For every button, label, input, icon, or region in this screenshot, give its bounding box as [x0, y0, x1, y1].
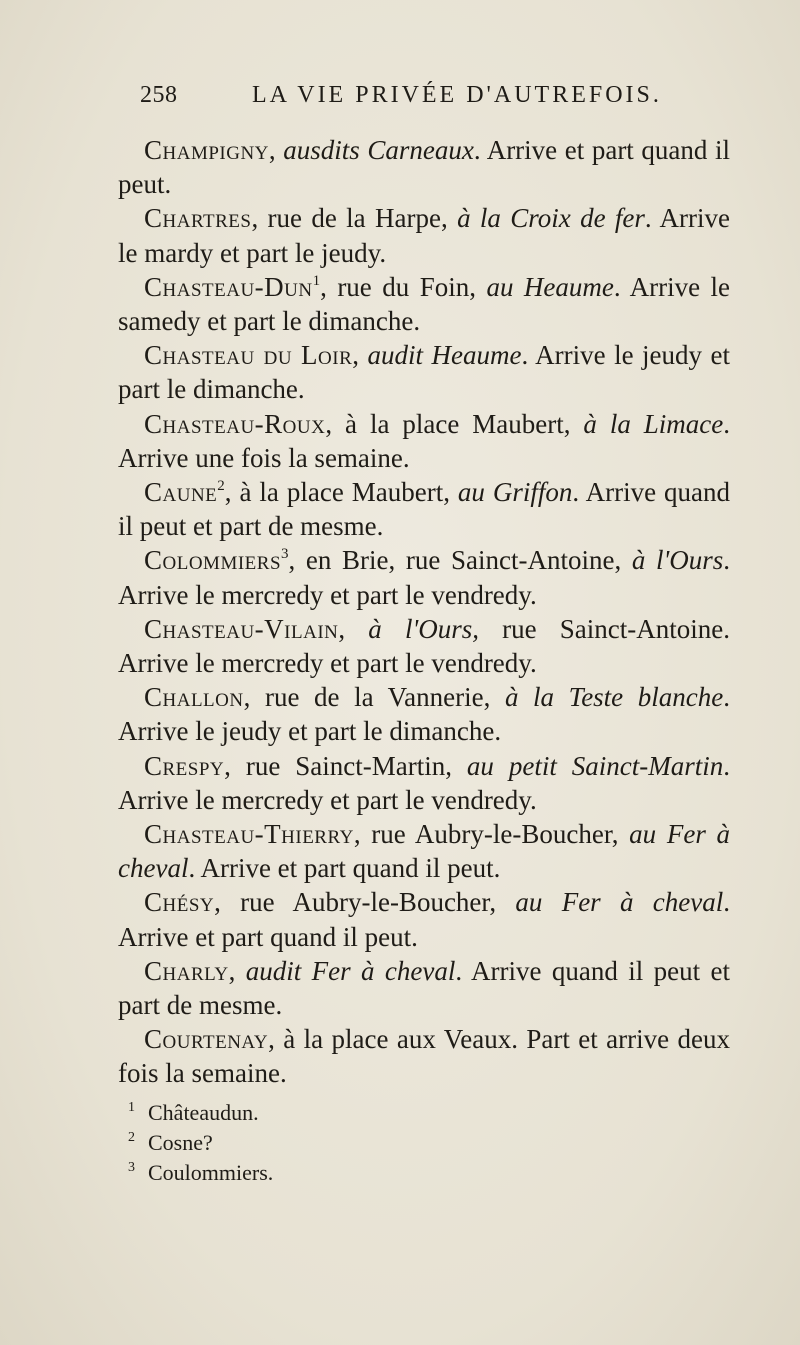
entry-text: , rue de la Harpe,: [251, 203, 458, 234]
entry-text: ,: [228, 955, 246, 986]
entry-text: , en Brie, rue Sainct-Antoine,: [288, 545, 632, 576]
entry-place: Caune: [144, 477, 218, 508]
entry-place: Chasteau du Loir: [144, 340, 353, 371]
entry-sign: à la Limace: [583, 408, 724, 439]
entry-sign: au Fer à cheval: [515, 887, 724, 918]
entry-paragraph: [118, 885, 730, 953]
entry-sign: audit Fer à cheval: [245, 955, 456, 986]
entry-sign: ausdits Carneaux: [283, 135, 474, 165]
entry-text: , rue de la Vannerie,: [243, 682, 505, 713]
footnote-reference: 3: [281, 546, 289, 563]
entry-paragraph: [118, 338, 730, 406]
entry-paragraph: [118, 1022, 730, 1090]
entry-text: rue Sainct-Antoine. Arrive le mercredy et part le vendredy.: [118, 613, 730, 679]
entry-paragraph: [118, 543, 730, 611]
footnote-reference: 1: [312, 272, 321, 289]
entry-text: . Arrive le jeudy et part le dimanche.: [118, 682, 730, 747]
entry-text: , rue du Foin,: [320, 271, 487, 302]
entry-text: ,: [338, 613, 369, 644]
entry-text: . Arrive le mercredy et part le vendredy.: [118, 545, 730, 610]
entry-place: Colommiers: [144, 545, 282, 576]
entry-text: , à la place aux Veaux. Part et arrive deux fois la semaine.: [118, 1024, 730, 1089]
page-header: [140, 78, 730, 114]
entry-sign: au Griffon: [457, 477, 573, 508]
entry-text: , rue Aubry-le-Boucher,: [214, 887, 516, 918]
entry-place: Chartres: [144, 203, 252, 234]
entry-place: Chasteau-Dun: [144, 271, 313, 302]
entry-text: . Arrive une fois la semaine.: [118, 408, 730, 473]
entry-sign: à la Teste blanche: [504, 682, 724, 713]
entry-text: . Arrive le samedy et part le dimanche.: [118, 271, 731, 337]
entry-paragraph: [118, 201, 730, 269]
entry-place: Chésy: [144, 887, 215, 918]
entry-sign: audit Heaume: [367, 340, 522, 371]
entry-paragraph: [118, 817, 730, 885]
footnote: 1 Châteaudun.: [128, 1100, 259, 1125]
entries-list: [118, 133, 730, 1091]
entry-text: . Arrive quand il peut et part de mesme.: [118, 477, 730, 542]
entry-sign: au Heaume: [486, 271, 614, 302]
entry-text: , rue Aubry-le-Boucher,: [353, 819, 630, 850]
entry-text: . Arrive le mardy et part le jeudy.: [118, 203, 730, 268]
entry-paragraph: [118, 133, 730, 201]
entry-text: . Arrive le jeudy et part le dimanche.: [118, 340, 730, 405]
entry-paragraph: [118, 680, 730, 748]
entry-sign: à la Croix de fer: [457, 203, 645, 234]
entry-place: Courtenay: [144, 1024, 269, 1055]
entry-sign: à l'Ours,: [368, 613, 479, 644]
entry-paragraph: [118, 749, 730, 817]
entry-place: Champigny: [144, 135, 269, 165]
entry-sign: à l'Ours: [631, 545, 724, 576]
footnote: 3 Coulommiers.: [128, 1160, 274, 1185]
entry-place: Chasteau-Roux: [144, 408, 326, 439]
entry-text: ,: [268, 135, 284, 165]
entry-paragraph: [118, 270, 730, 338]
entry-text: . Arrive et part quand il peut.: [188, 853, 501, 884]
entry-text: . Arrive et part quand il peut.: [118, 135, 730, 200]
footnote-text: Châteaudun.: [148, 1100, 259, 1125]
entry-paragraph: [118, 407, 730, 475]
entry-text: . Arrive quand il peut et part de mesme.: [118, 955, 730, 1021]
entry-text: . Arrive le mercredy et part le vendredy.: [118, 750, 730, 815]
entry-text: , à la place Maubert,: [224, 477, 458, 508]
entry-place: Chasteau-Vilain: [144, 613, 339, 644]
entry-text: ,: [352, 340, 368, 371]
entry-text: . Arrive et part quand il peut.: [118, 887, 730, 952]
footnote-text: Coulommiers.: [148, 1160, 274, 1185]
entry-text: , rue Sainct-Martin,: [224, 750, 467, 781]
entry-paragraph: [118, 954, 730, 1022]
entry-sign: au Fer à cheval: [118, 819, 730, 884]
page-number: 258: [140, 82, 178, 108]
running-title: LA VIE PRIVÉE D'AUTREFOIS.: [252, 82, 662, 108]
entry-place: Challon: [144, 682, 244, 713]
entry-place: Chasteau-Thierry: [144, 819, 354, 850]
entry-sign: au petit Sainct-Martin: [466, 750, 724, 781]
entry-place: Charly: [144, 955, 229, 986]
entry-place: Crespy: [144, 750, 225, 781]
entry-text: , à la place Maubert,: [325, 408, 584, 439]
footnote-reference: 2: [217, 478, 225, 495]
footnotes: [128, 1098, 528, 1188]
entry-paragraph: [118, 475, 730, 543]
footnote-text: Cosne?: [148, 1130, 213, 1155]
entry-paragraph: [118, 612, 730, 680]
footnote: 2 Cosne?: [128, 1130, 213, 1155]
